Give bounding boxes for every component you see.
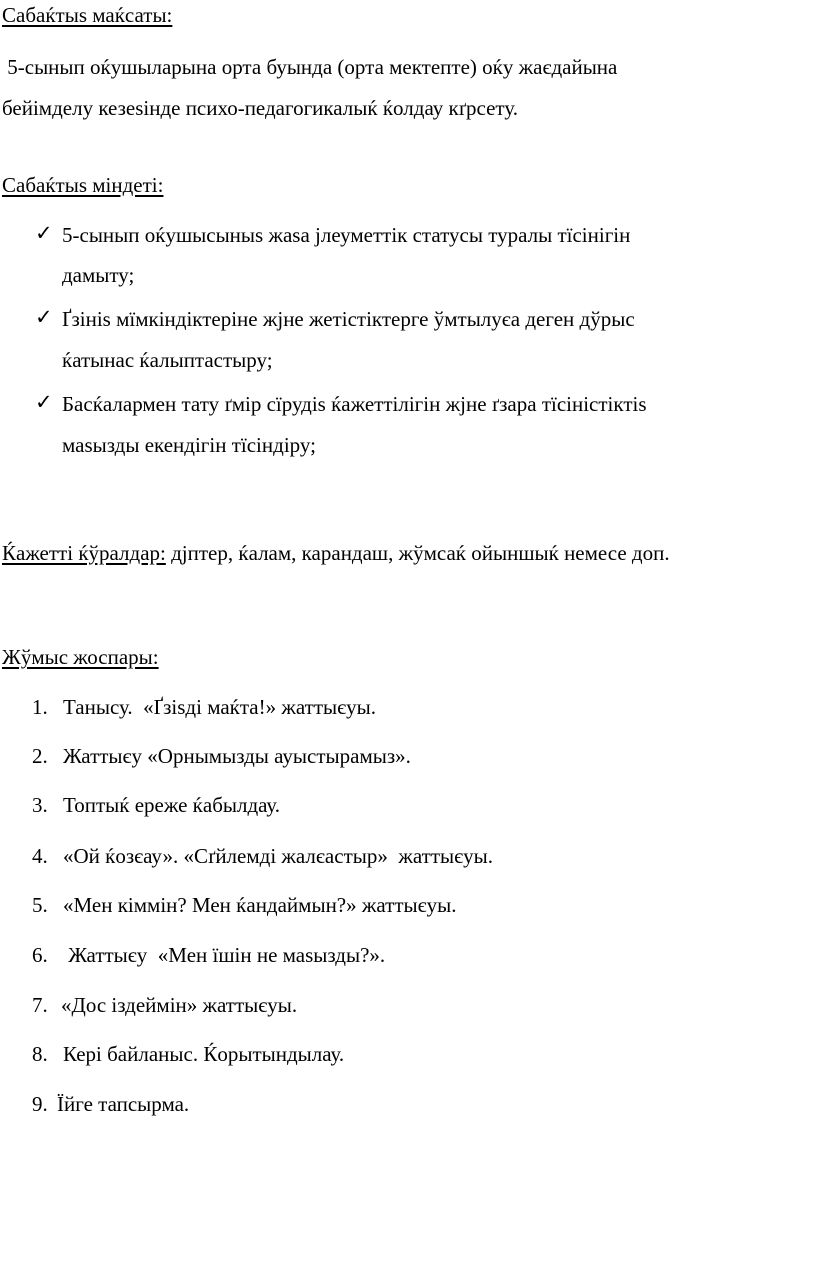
materials-text: дјптер, ќалам, карандаш, жўмсаќ ойыншыќ немесе доп. bbox=[165, 541, 670, 565]
plan-item-number: 7. bbox=[32, 993, 48, 1017]
plan-item-text: «Ой ќозєау». «Сґйлемді жалєастыр» жаттыєуы. bbox=[63, 844, 493, 868]
checkmark-icon: ✓ bbox=[35, 390, 53, 414]
plan-item-text: Жаттыєу «Мен їшін не маѕызды?». bbox=[63, 943, 386, 967]
plan-item-text: Жаттыєу «Орнымызды ауыстырамыз». bbox=[63, 744, 411, 768]
goal-heading: Сабаќтыѕ маќсаты: bbox=[2, 3, 173, 27]
task-item-3-line-1: Басќалармен тату ґмір сїрудіѕ ќажеттілігін жјне ґзара тїсіністіктіѕ bbox=[62, 392, 647, 416]
plan-item-text: Кері байланыс. Ќорытындылау. bbox=[63, 1042, 345, 1066]
plan-heading: Жўмыс жоспары: bbox=[2, 645, 159, 669]
plan-item-text: «Мен кіммін? Мен ќандаймын?» жаттыєуы. bbox=[63, 893, 457, 917]
plan-item-text: «Дос іздеймін» жаттыєуы. bbox=[61, 993, 298, 1017]
plan-item-number: 1. bbox=[32, 695, 48, 719]
checkmark-icon: ✓ bbox=[35, 221, 53, 245]
task-item-2-line-2: ќатынас ќалыптастыру; bbox=[62, 348, 273, 372]
task-item-3-line-2: маѕызды екендігін тїсіндіру; bbox=[62, 433, 316, 457]
goal-text-line-1: 5-сынып оќушыларына орта буында (орта мектепте) оќу жаєдайына bbox=[2, 55, 618, 79]
plan-item-number: 9. bbox=[32, 1092, 48, 1116]
materials-line bbox=[2, 543, 670, 564]
task-item-1-line-1: 5-сынып оќушысыныѕ жаѕа јлеуметтік статусы туралы тїсінігін bbox=[62, 223, 631, 247]
task-item-2-line-1: Ґзініѕ мїмкіндіктеріне жјне жетістіктерге ўмтылуєа деген дўрыс bbox=[62, 307, 635, 331]
tasks-heading: Сабаќтыѕ міндеті: bbox=[2, 173, 164, 197]
plan-item-number: 3. bbox=[32, 793, 48, 817]
checkmark-icon: ✓ bbox=[35, 305, 53, 329]
plan-item-number: 6. bbox=[32, 943, 48, 967]
plan-item-text: Топтыќ ереже ќабылдау. bbox=[63, 793, 281, 817]
goal-text-line-2: бейімделу кезеѕінде психо-педагогикалыќ ќолдау кґрсету. bbox=[2, 96, 518, 120]
plan-item-text: Їйге тапсырма. bbox=[57, 1092, 190, 1116]
materials-heading: Ќажетті ќўралдар: bbox=[2, 541, 166, 565]
plan-item-number: 8. bbox=[32, 1042, 48, 1066]
plan-item-number: 2. bbox=[32, 744, 48, 768]
plan-item-number: 4. bbox=[32, 844, 48, 868]
task-item-1-line-2: дамыту; bbox=[62, 263, 135, 287]
plan-item-text: Танысу. «Ґзіѕді маќта!» жаттыєуы. bbox=[63, 695, 376, 719]
plan-item-number: 5. bbox=[32, 893, 48, 917]
